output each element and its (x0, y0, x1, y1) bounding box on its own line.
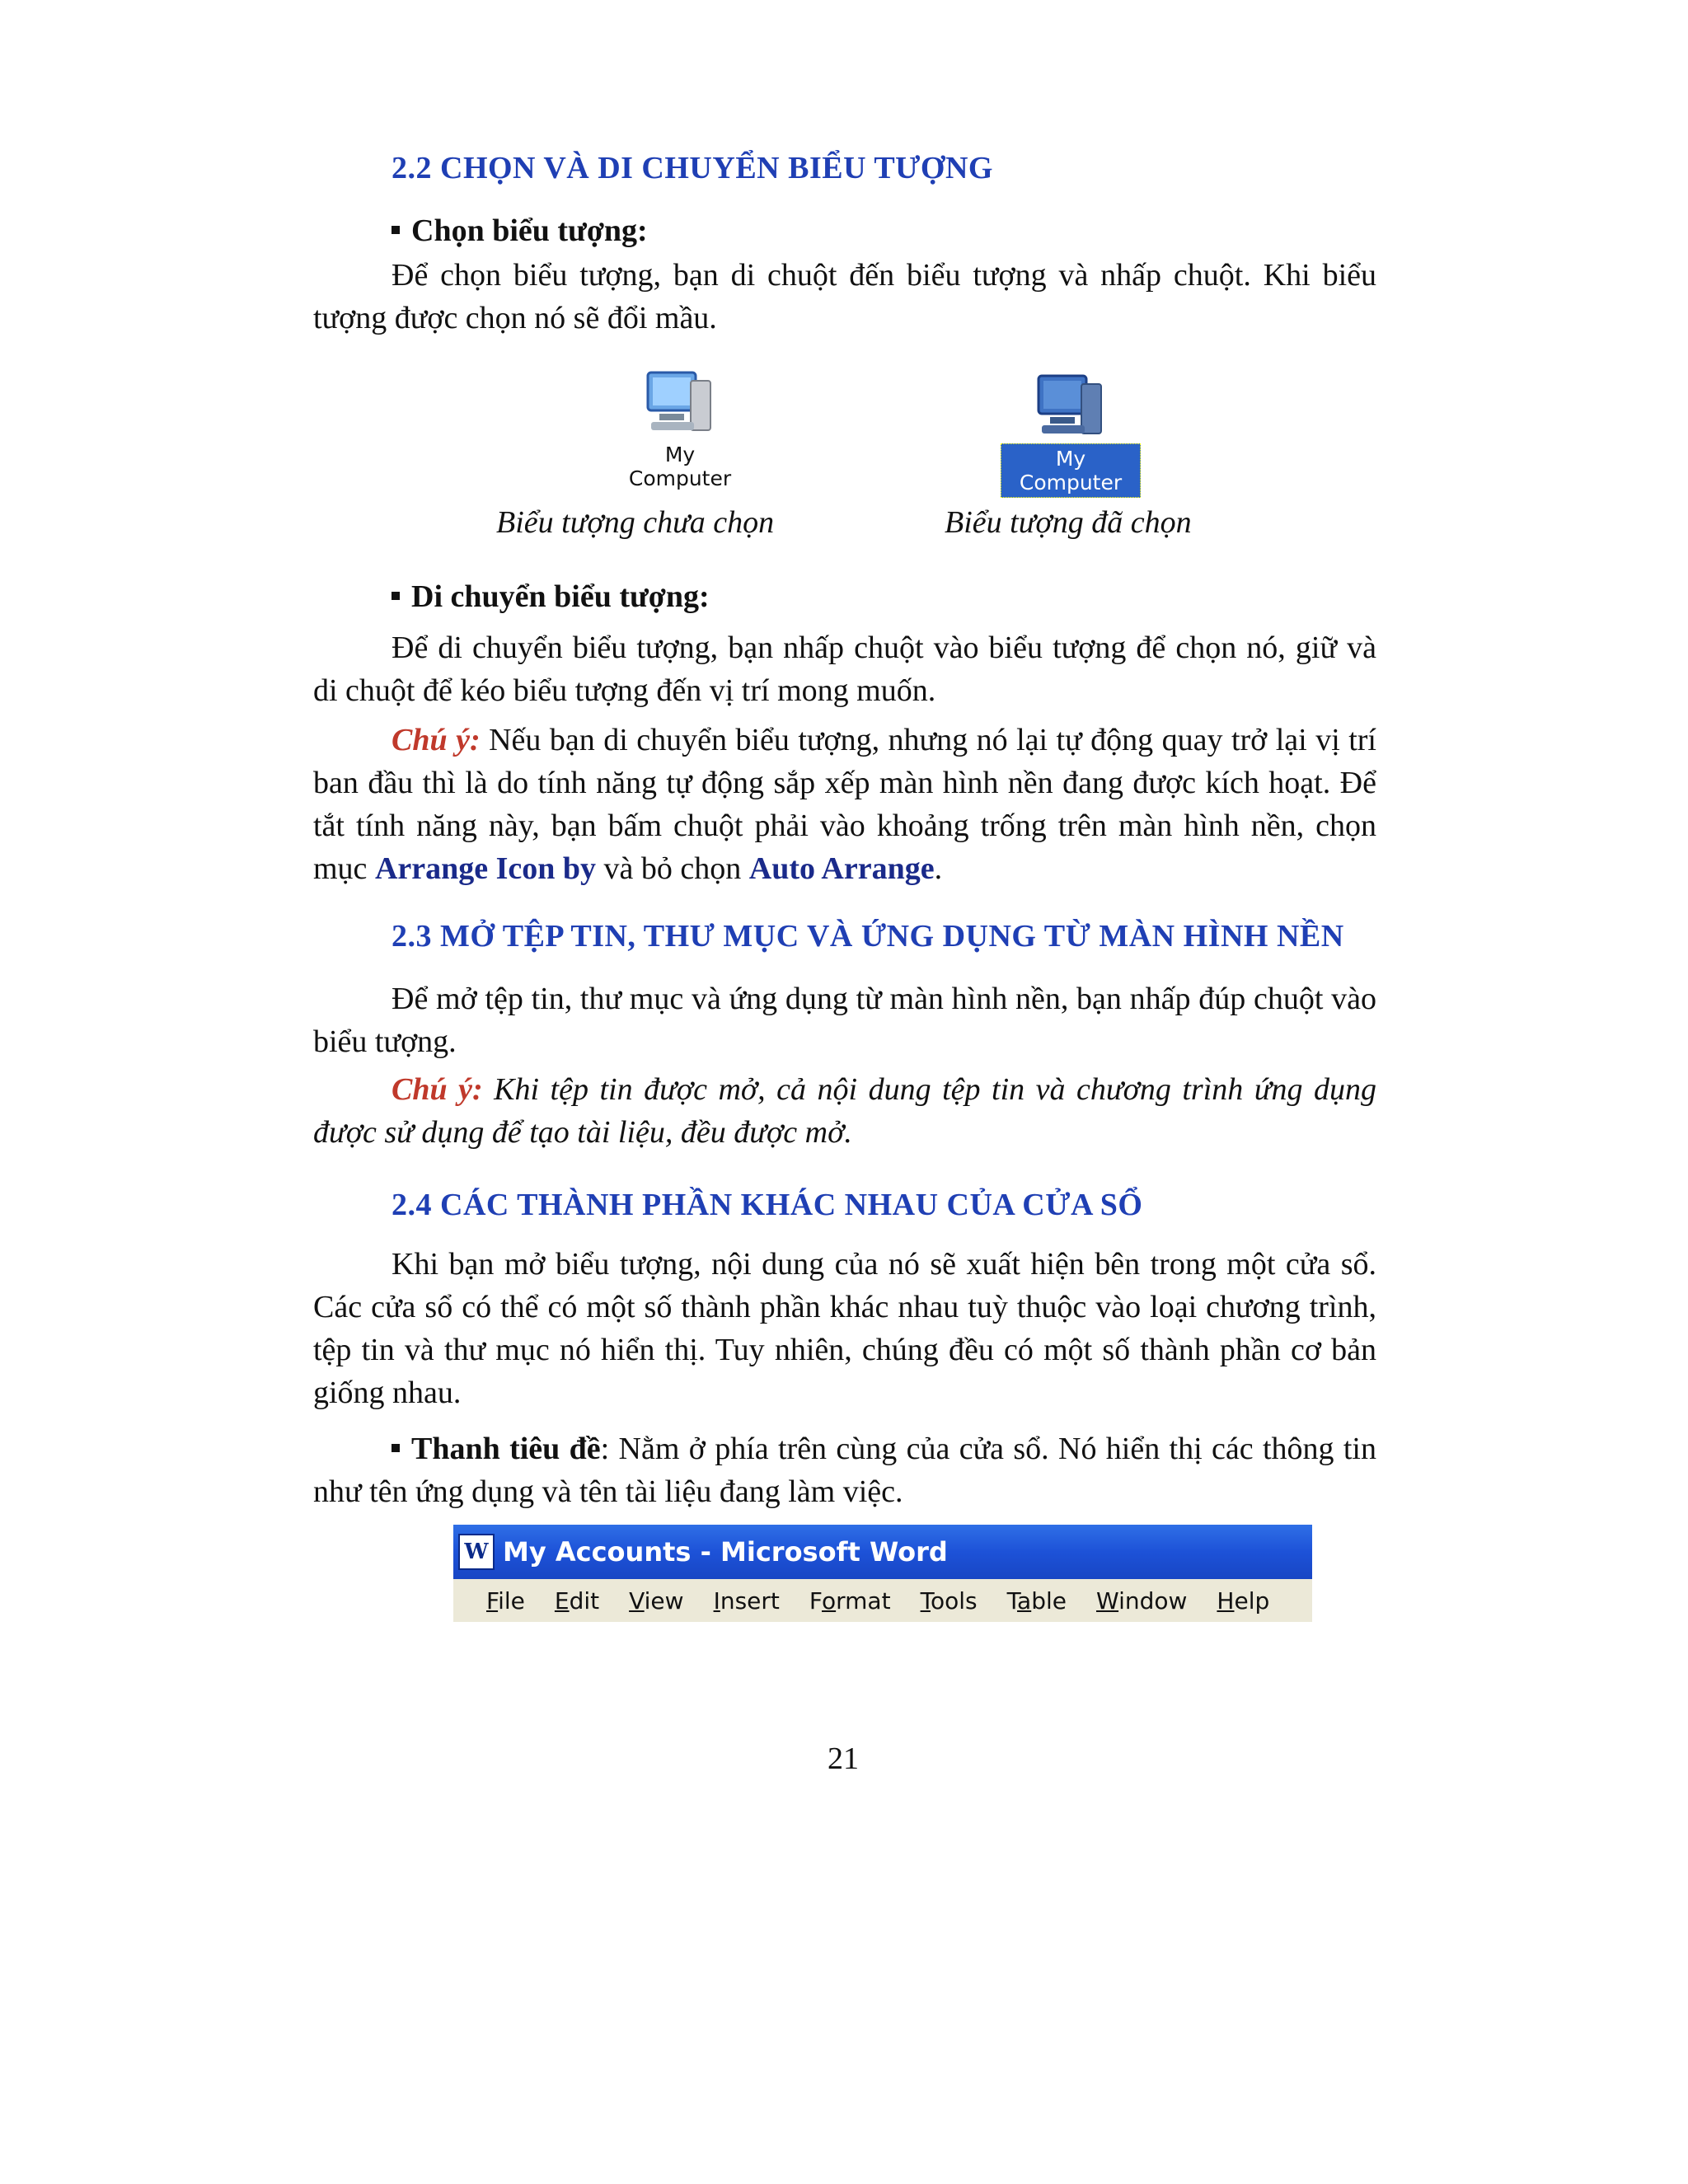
section-2-4-heading: 2.4 CÁC THÀNH PHẦN KHÁC NHAU CỦA CỬA SỔ (392, 1188, 1143, 1222)
move-icon-subheading: Di chuyển biểu tượng: (392, 579, 710, 615)
title-bar[interactable] (453, 1525, 1312, 1579)
word-app-icon[interactable]: W (458, 1534, 495, 1570)
word-window-screenshot (453, 1525, 1312, 1622)
move-icon-paragraph: Để di chuyển biểu tượng, bạn nhấp chuột vào biểu tượng để chọn nó, giữ và di chuột để kéo biểu tượng đến vị trí mong muốn. (313, 630, 1376, 708)
titlebar-term: Thanh tiêu đề (411, 1432, 601, 1466)
my-computer-unselected[interactable] (610, 369, 750, 493)
open-note-paragraph: Chú ý: Khi tệp tin được mở, cả nội dung tệp tin và chương trình ứng dụng được sử dụng để tạo tài liệu, đều được mở. (313, 1072, 1376, 1150)
menu-item-table[interactable]: Table (1006, 1586, 1067, 1615)
icon-label-selected: My Computer (1001, 443, 1141, 498)
bullet-square-icon (392, 592, 400, 600)
menu-item-insert[interactable]: Insert (713, 1586, 780, 1615)
open-items-paragraph: Để mở tệp tin, thư mục và ứng dụng từ màn hình nền, bạn nhấp đúp chuột vào biểu tượng. (313, 982, 1376, 1059)
computer-icon (1035, 373, 1106, 440)
my-computer-selected[interactable] (1001, 373, 1141, 498)
caption-selected: Biểu tượng đã chọn (945, 505, 1192, 540)
section-2-3-heading: 2.3 MỞ TỆP TIN, THƯ MỤC VÀ ỨNG DỤNG TỪ MÀN HÌNH NỀN (392, 919, 1344, 954)
computer-icon (645, 369, 715, 437)
keyword-auto-arrange: Auto Arrange (748, 851, 935, 886)
page-number: 21 (828, 1741, 859, 1776)
menu-bar (453, 1579, 1312, 1622)
window-title: My Accounts - Microsoft Word (503, 1536, 948, 1568)
select-icon-subheading: Chọn biểu tượng: (392, 213, 648, 249)
caption-unselected: Biểu tượng chưa chọn (496, 505, 775, 540)
bullet-square-icon (392, 1444, 400, 1452)
keyword-arrange-icon-by: Arrange Icon by (374, 851, 597, 886)
bullet-square-icon (392, 226, 400, 234)
menu-item-file[interactable]: File (486, 1586, 525, 1615)
menu-item-format[interactable]: Format (809, 1586, 891, 1615)
section-2-2-heading: 2.2 CHỌN VÀ DI CHUYỂN BIỂU TƯỢNG (392, 151, 993, 185)
titlebar-paragraph: Thanh tiêu đề: Nằm ở phía trên cùng của cửa sổ. Nó hiển thị các thông tin như tên ứng dụng và tên tài liệu đang làm việc. (313, 1432, 1376, 1509)
icon-label: My Computer (628, 443, 732, 490)
menu-item-tools[interactable]: Tools (920, 1586, 978, 1615)
window-parts-paragraph: Khi bạn mở biểu tượng, nội dung của nó sẽ xuất hiện bên trong một cửa sổ. Các cửa sổ có thể có một số thành phần khác nhau tuỳ thuộc vào loại chương trình, tệp tin và thư mục nó hiển thị. Tuy nhiên, chúng đều có một số thành phần cơ bản giống nhau. (313, 1247, 1376, 1410)
select-icon-paragraph: Để chọn biểu tượng, bạn di chuột đến biểu tượng và nhấp chuột. Khi biểu tượng được chọn nó sẽ đổi mầu. (313, 258, 1376, 335)
menu-item-window[interactable]: Window (1096, 1586, 1188, 1615)
menu-item-view[interactable]: View (629, 1586, 684, 1615)
menu-item-edit[interactable]: Edit (554, 1586, 600, 1615)
note-paragraph: Chú ý: Nếu bạn di chuyển biểu tượng, nhưng nó lại tự động quay trở lại vị trí ban đầu thì là do tính năng tự động sắp xếp màn hình nền đang được kích hoạt. Để tắt tính năng này, bạn bấm chuột phải vào khoảng trống trên màn hình nền, chọn mục Arrange Icon by và bỏ chọn Auto Arrange. (313, 723, 1376, 886)
menu-item-help[interactable]: Help (1217, 1586, 1270, 1615)
